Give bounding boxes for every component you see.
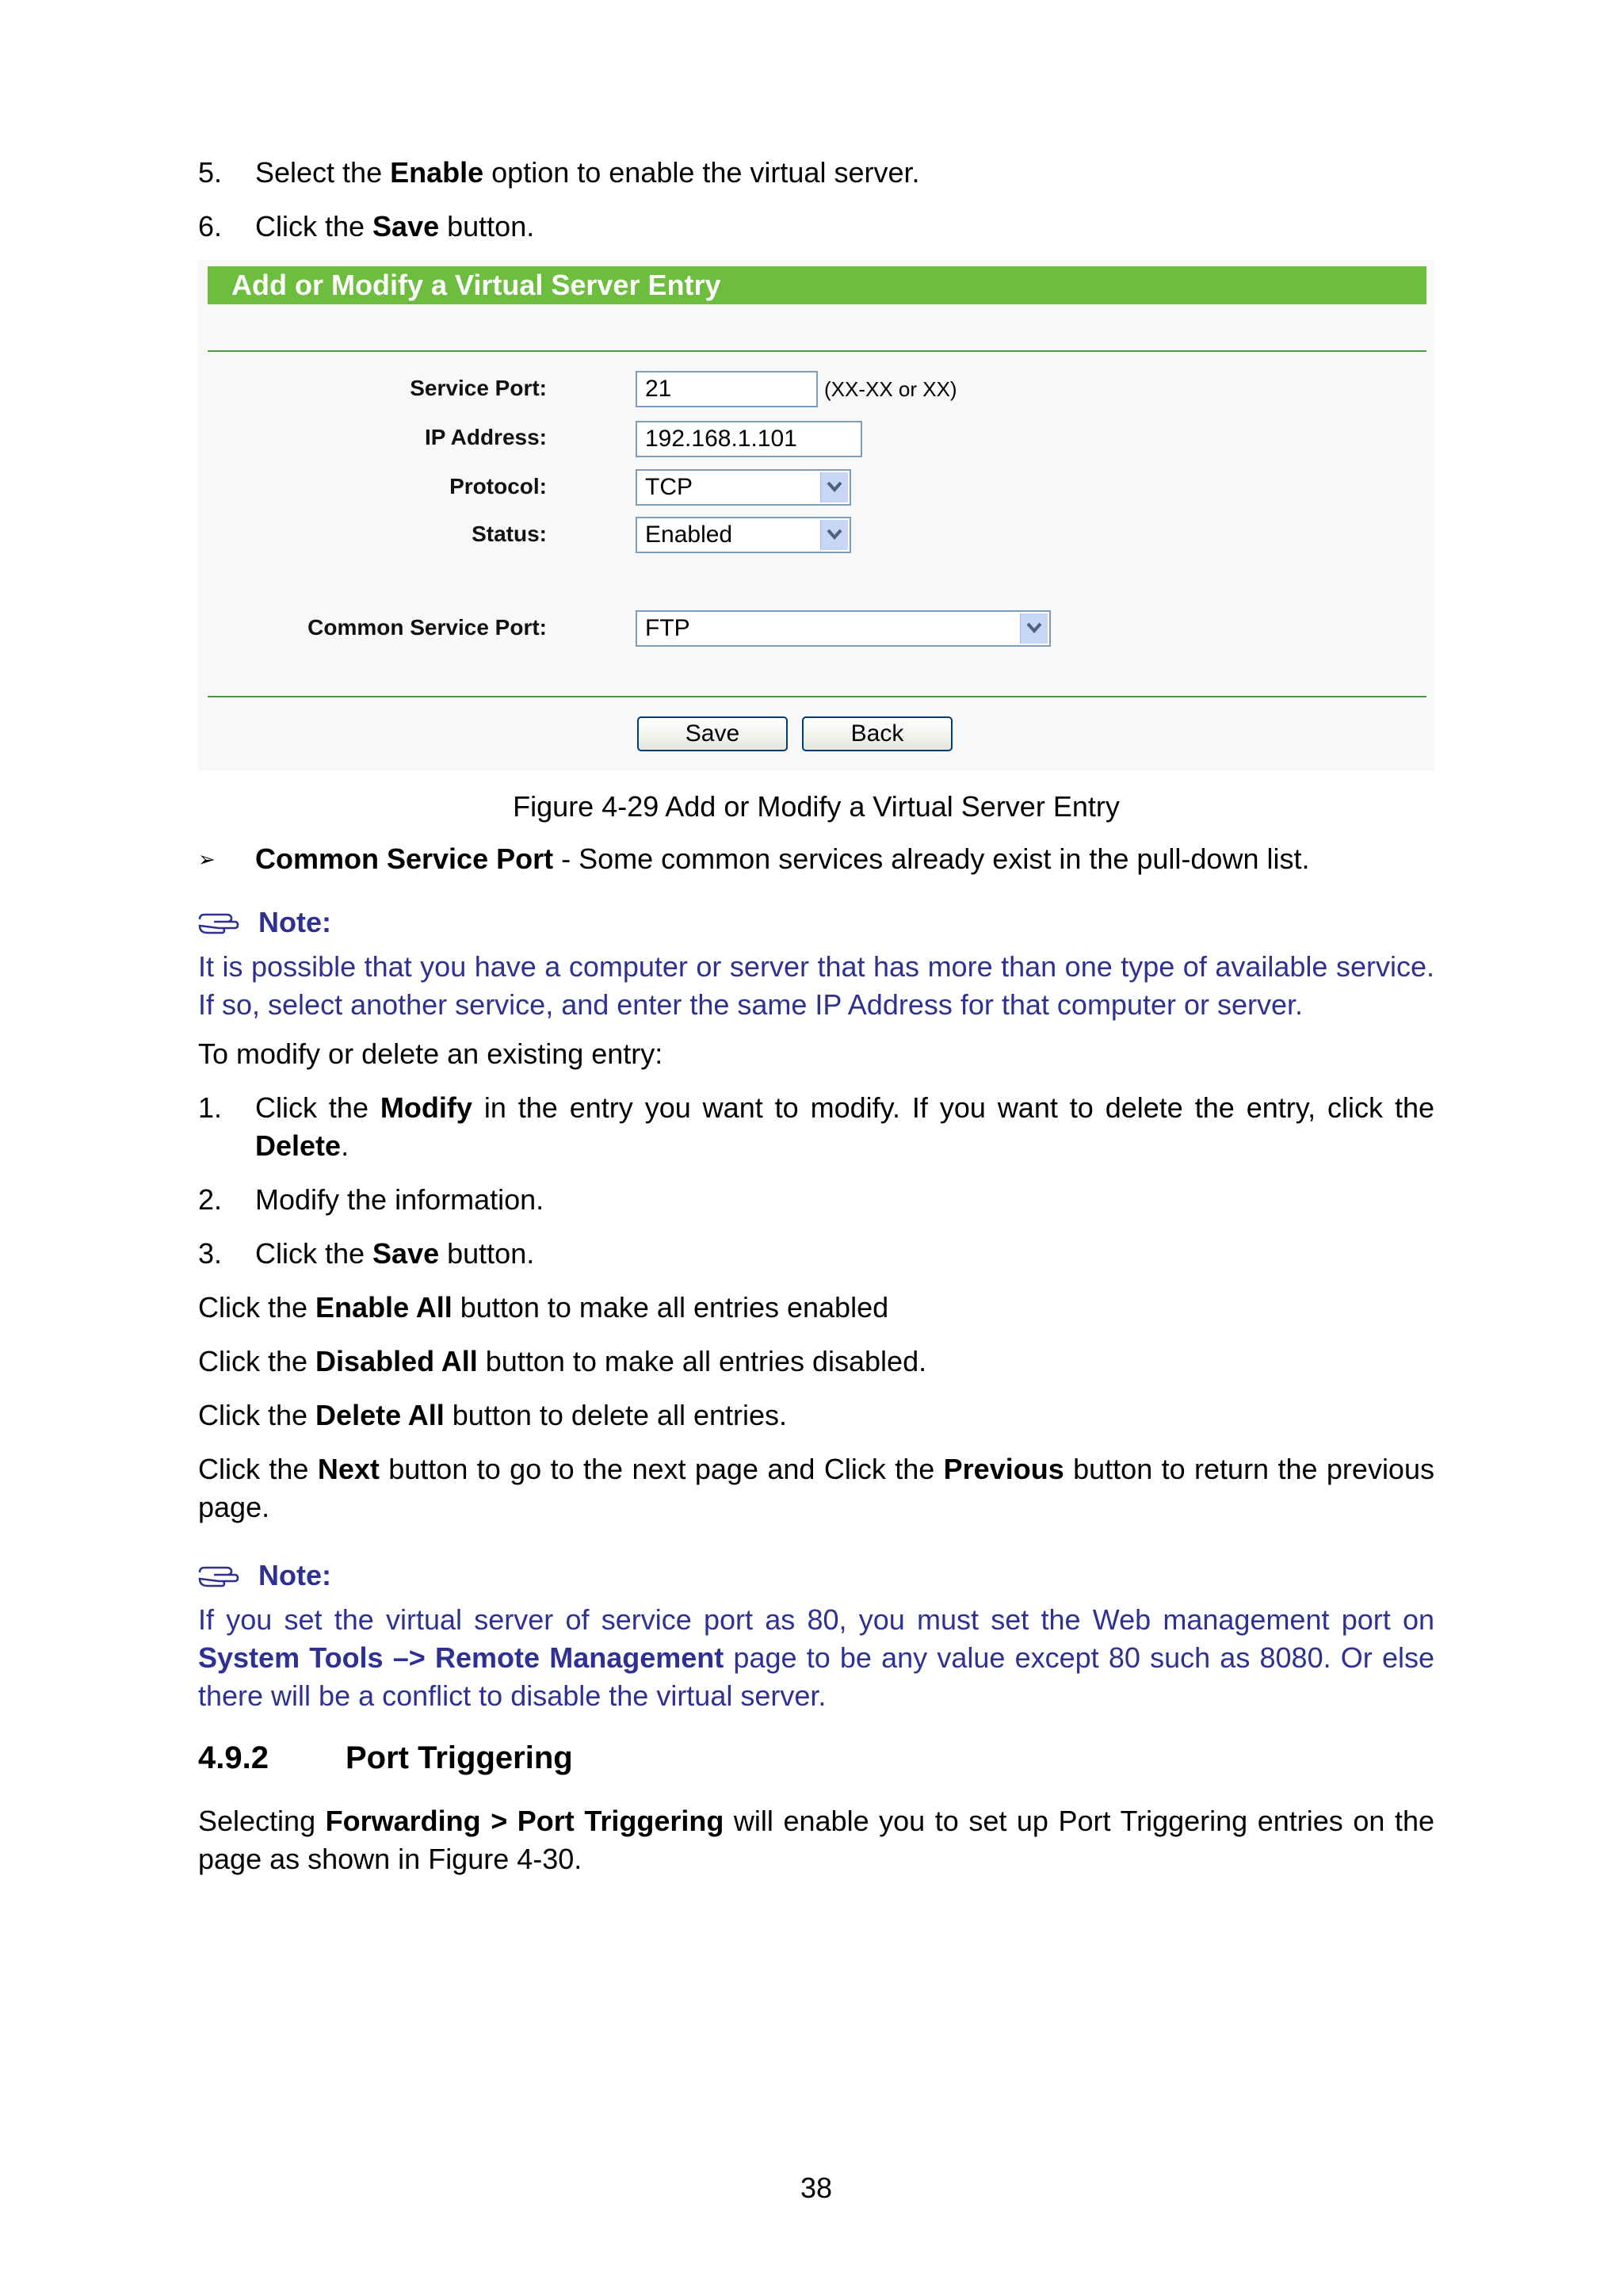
ip-address-label: IP Address: [424, 425, 547, 449]
status-select[interactable]: Enabled [636, 517, 851, 553]
section-number: 4.9.2 [198, 1740, 269, 1775]
protocol-select[interactable]: TCP [636, 469, 851, 506]
status-label: Status: [472, 521, 547, 546]
pointing-hand-icon [198, 1564, 239, 1588]
step-number: 6. [198, 210, 223, 243]
note-1-heading: Note: [198, 904, 515, 942]
figure-caption: Figure 4-29 Add or Modify a Virtual Server Entry [513, 790, 1120, 823]
save-button[interactable]: Save [637, 716, 788, 751]
next-previous-text: Click the Next button to go to the next page and Click the Previous button to return the previous page. [198, 1453, 1434, 1523]
step-number: 5. [198, 156, 223, 189]
modify-intro: To modify or delete an existing entry: [198, 1037, 663, 1070]
divider-bottom [208, 696, 1426, 697]
service-port-label: Service Port: [410, 376, 547, 400]
service-port-hint: (XX-XX or XX) [824, 377, 957, 401]
page-number: 38 [800, 2172, 833, 2204]
note-2-heading: Note: [198, 1557, 515, 1595]
divider-top [208, 350, 1426, 352]
virtual-server-form-screenshot [198, 260, 1434, 770]
chevron-down-icon[interactable] [820, 472, 848, 502]
section-text: Selecting Forwarding > Port Triggering will enable you to set up Port Triggering entries on the page as shown in Figure 4-30. [198, 1805, 1434, 1875]
chevron-down-icon[interactable] [1020, 613, 1048, 644]
protocol-label: Protocol: [449, 474, 547, 499]
delete-all-text: Click the Delete All button to delete all entries. [198, 1399, 788, 1431]
enable-all-text: Click the Enable All button to make all entries enabled [198, 1291, 889, 1324]
note-2-text: If you set the virtual server of service port as 80, you must set the Web management port on System Tools –> Remote Management page to be any value except 80 such as 8080. Or else there will be a conflict to disable the virtual server. [198, 1603, 1434, 1712]
disabled-all-text: Click the Disabled All button to make all entries disabled. [198, 1345, 927, 1377]
note-1-text: It is possible that you have a computer or server that has more than one type of available service. If so, select another service, and enter the same IP Address for that computer or server. [198, 950, 1434, 1021]
ip-address-input[interactable]: 192.168.1.101 [636, 421, 862, 457]
arrow-bullet-icon: ➢ [198, 847, 216, 871]
service-port-input[interactable]: 21 [636, 371, 818, 407]
back-button[interactable]: Back [802, 716, 953, 751]
form-title: Add or Modify a Virtual Server Entry [208, 266, 1426, 304]
section-title: Port Triggering [346, 1740, 573, 1775]
chevron-down-icon[interactable] [820, 520, 848, 550]
common-service-port-label: Common Service Port: [307, 615, 547, 640]
pointing-hand-icon [198, 911, 239, 935]
common-service-port-select[interactable]: FTP [636, 610, 1051, 647]
